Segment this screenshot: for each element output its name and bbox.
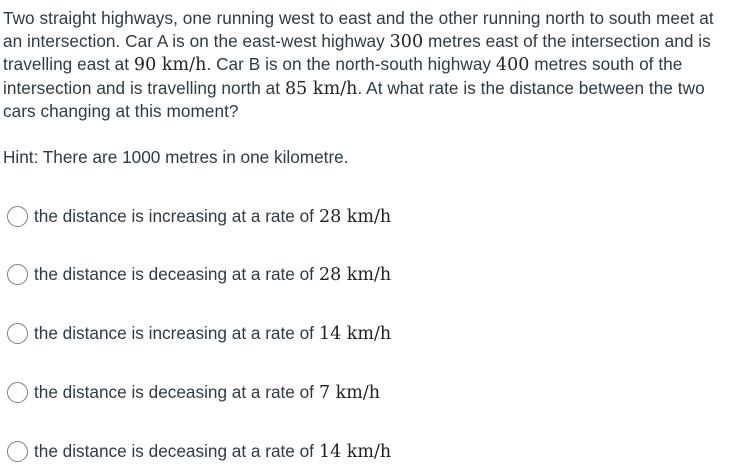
question-segment-1: Two straight highways, one running west to east and the other running north to south meet at an intersection. Car A is on the east-west highway	[3, 8, 714, 51]
answer-option-2[interactable]	[7, 259, 391, 289]
question-segment-3: . Car B is on the north-south highway	[206, 54, 492, 75]
answer-label	[34, 382, 380, 403]
distance-b-value: 400	[495, 55, 530, 76]
radio-button[interactable]	[7, 206, 28, 227]
speed-a-value: 90 km/h	[133, 55, 207, 76]
hint-text: Hint: There are 1000 metres in one kilometre.	[3, 147, 349, 167]
radio-button[interactable]	[7, 441, 28, 462]
answer-label	[34, 264, 391, 285]
answer-option-1[interactable]	[7, 201, 391, 231]
answer-text: the distance is deceasing at a rate of	[34, 381, 314, 402]
answer-value: 14 km/h	[318, 323, 392, 344]
answer-option-4[interactable]	[7, 377, 380, 407]
distance-a-value: 300	[389, 31, 424, 52]
answer-text: the distance is deceasing at a rate of	[34, 440, 314, 461]
question-paragraph	[3, 7, 733, 123]
answer-option-5[interactable]	[7, 436, 391, 466]
question-segment-4: metres south of the intersection and is travelling north at	[3, 54, 683, 98]
answer-value: 14 km/h	[318, 441, 392, 462]
question-segment-5: . At what rate is the distance between the two cars changing at this moment?	[3, 77, 705, 122]
answer-text: the distance is increasing at a rate of	[34, 322, 314, 343]
answer-label	[34, 206, 391, 227]
answer-label	[34, 441, 391, 462]
answer-value: 7 km/h	[318, 382, 381, 403]
speed-b-value: 85 km/h	[284, 78, 358, 99]
radio-button[interactable]	[7, 382, 28, 403]
radio-button[interactable]	[7, 323, 28, 344]
answer-label	[34, 323, 391, 344]
radio-button[interactable]	[7, 264, 28, 285]
answer-value: 28 km/h	[318, 206, 392, 227]
answer-text: the distance is increasing at a rate of	[34, 205, 314, 226]
answer-option-3[interactable]	[7, 318, 391, 348]
question-segment-2: metres east of the intersection and is travelling east at	[3, 30, 711, 75]
answer-value: 28 km/h	[318, 264, 392, 285]
answer-text: the distance is deceasing at a rate of	[34, 263, 314, 284]
question-text	[3, 7, 733, 123]
